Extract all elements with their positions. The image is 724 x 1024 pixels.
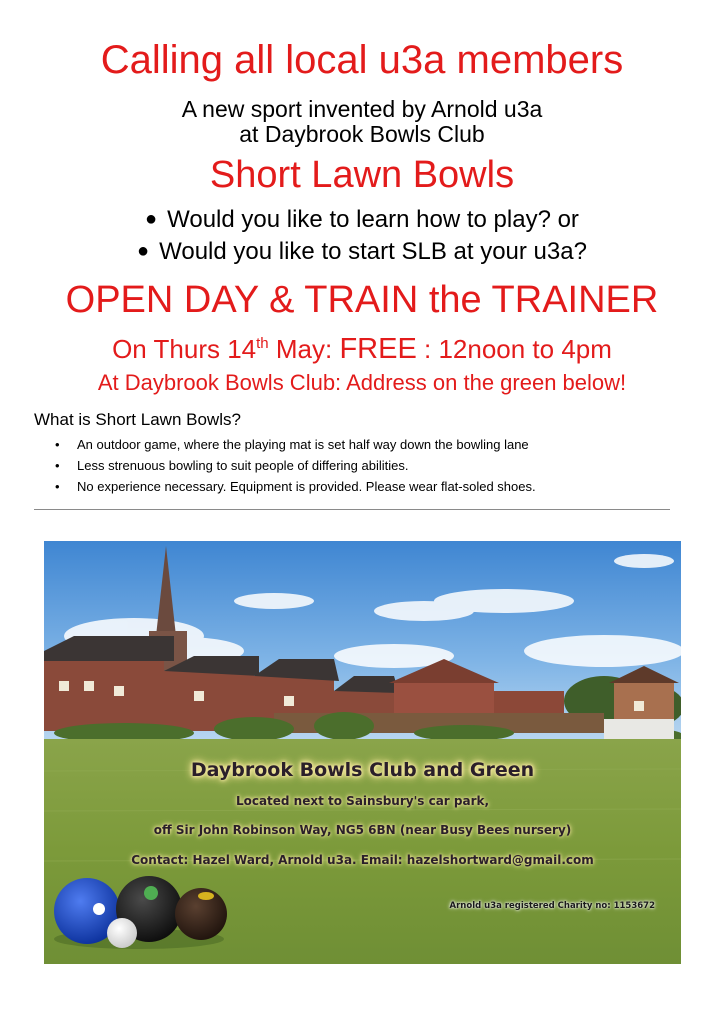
charity-number: Arnold u3a registered Charity no: 1153672 <box>449 901 655 911</box>
bullet-icon: • <box>55 479 60 494</box>
event-date-month: May: <box>268 334 340 364</box>
event-date-line <box>0 332 724 366</box>
bullet-icon: ● <box>137 240 150 262</box>
bullet-icon: • <box>55 458 60 473</box>
divider <box>34 509 670 510</box>
info-point-text: An outdoor game, where the playing mat is set half way down the bowling lane <box>77 437 529 452</box>
club-photo <box>44 541 681 964</box>
subtitle-line-1: A new sport invented by Arnold u3a <box>181 96 543 122</box>
subtitle-line-2: at Daybrook Bowls Club <box>239 121 485 147</box>
photo-location-line-2: off Sir John Robinson Way, NG5 6BN (near Busy Bees nursery) <box>153 823 572 837</box>
event-price: FREE <box>339 333 417 365</box>
event-date-ordinal: th <box>256 335 269 352</box>
event-heading: OPEN DAY & TRAIN the TRAINER <box>65 279 659 321</box>
event-time: : 12noon to 4pm <box>416 334 612 364</box>
question-text: Would you like to learn how to play? or <box>167 206 579 233</box>
list-item <box>55 476 536 497</box>
list-item <box>55 434 536 455</box>
photo-location-line-1: Located next to Sainsbury's car park, <box>235 794 490 808</box>
info-list <box>55 434 536 497</box>
bullet-icon: ● <box>145 208 158 230</box>
photo-contact: Contact: Hazel Ward, Arnold u3a. Email: hazelshortward@gmail.com <box>131 853 594 867</box>
info-point-text: Less strenuous bowling to suit people of differing abilities. <box>77 458 409 473</box>
question-text: Would you like to start SLB at your u3a? <box>159 238 587 265</box>
photo-title: Daybrook Bowls Club and Green <box>190 759 535 781</box>
info-heading: What is Short Lawn Bowls? <box>34 410 241 429</box>
event-venue: At Daybrook Bowls Club: Address on the green below! <box>97 370 627 395</box>
list-item <box>55 455 536 476</box>
question-item <box>0 204 724 235</box>
event-date-prefix: On Thurs 14 <box>112 334 257 364</box>
bullet-icon: • <box>55 437 60 452</box>
sport-heading: Short Lawn Bowls <box>209 154 515 196</box>
question-item <box>0 236 724 267</box>
page-title: Calling all local u3a members <box>100 38 624 82</box>
info-point-text: No experience necessary. Equipment is provided. Please wear flat-soled shoes. <box>77 479 536 494</box>
